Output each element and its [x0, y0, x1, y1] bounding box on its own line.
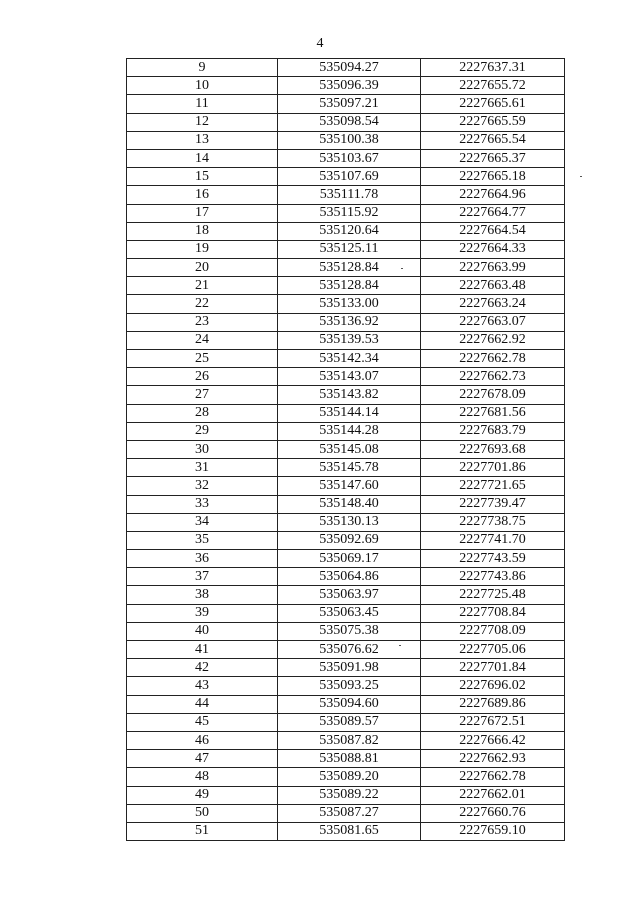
table-row [127, 259, 565, 277]
y-coordinate-cell: 2227741.70 [421, 531, 565, 549]
table-row [127, 513, 565, 531]
point-number-cell: 23 [127, 313, 278, 331]
x-coordinate-cell: 535063.45 [278, 604, 421, 622]
point-number-cell: 26 [127, 368, 278, 386]
x-coordinate-cell: 535107.69 [278, 168, 421, 186]
table-row [127, 786, 565, 804]
x-coordinate-cell: 535139.53 [278, 331, 421, 349]
y-coordinate-cell: 2227705.06 [421, 641, 565, 659]
table-row [127, 422, 565, 440]
table-row [127, 404, 565, 422]
table-row [127, 459, 565, 477]
y-coordinate-cell: 2227701.84 [421, 659, 565, 677]
y-coordinate-cell: 2227662.73 [421, 368, 565, 386]
x-coordinate-cell: 535111.78 [278, 186, 421, 204]
point-number-cell: 45 [127, 713, 278, 731]
table-row [127, 350, 565, 368]
point-number-cell: 38 [127, 586, 278, 604]
table-row [127, 59, 565, 77]
y-coordinate-cell: 2227708.09 [421, 622, 565, 640]
x-coordinate-cell: 535094.60 [278, 695, 421, 713]
y-coordinate-cell: 2227660.76 [421, 804, 565, 822]
point-number-cell: 25 [127, 350, 278, 368]
y-coordinate-cell: 2227663.99 [421, 259, 565, 277]
table-row [127, 531, 565, 549]
y-coordinate-cell: 2227664.77 [421, 204, 565, 222]
point-number-cell: 46 [127, 731, 278, 749]
x-coordinate-cell: 535081.65 [278, 822, 421, 840]
x-coordinate-cell: 535097.21 [278, 95, 421, 113]
y-coordinate-cell: 2227708.84 [421, 604, 565, 622]
x-coordinate-cell: 535087.82 [278, 731, 421, 749]
x-coordinate-cell: 535089.20 [278, 768, 421, 786]
point-number-cell: 37 [127, 568, 278, 586]
y-coordinate-cell: 2227664.96 [421, 186, 565, 204]
scan-speck [580, 176, 582, 177]
point-number-cell: 27 [127, 386, 278, 404]
x-coordinate-cell: 535089.57 [278, 713, 421, 731]
x-coordinate-cell: 535096.39 [278, 77, 421, 95]
table-row [127, 586, 565, 604]
y-coordinate-cell: 2227662.01 [421, 786, 565, 804]
y-coordinate-cell: 2227665.54 [421, 131, 565, 149]
x-coordinate-cell: 535147.60 [278, 477, 421, 495]
x-coordinate-cell: 535063.97 [278, 586, 421, 604]
x-coordinate-cell: 535142.34 [278, 350, 421, 368]
table-row [127, 113, 565, 131]
table-row [127, 550, 565, 568]
x-coordinate-cell: 535094.27 [278, 59, 421, 77]
x-coordinate-cell: 535069.17 [278, 550, 421, 568]
y-coordinate-cell: 2227725.48 [421, 586, 565, 604]
table-row [127, 313, 565, 331]
table-row [127, 277, 565, 295]
x-coordinate-cell: 535093.25 [278, 677, 421, 695]
x-coordinate-cell: 535148.40 [278, 495, 421, 513]
y-coordinate-cell: 2227743.86 [421, 568, 565, 586]
point-number-cell: 49 [127, 786, 278, 804]
x-coordinate-cell: 535143.82 [278, 386, 421, 404]
table-row [127, 768, 565, 786]
point-number-cell: 32 [127, 477, 278, 495]
point-number-cell: 11 [127, 95, 278, 113]
table-row [127, 604, 565, 622]
page-number: 4 [316, 36, 324, 51]
y-coordinate-cell: 2227662.92 [421, 331, 565, 349]
point-number-cell: 19 [127, 240, 278, 258]
point-number-cell: 21 [127, 277, 278, 295]
table-row [127, 695, 565, 713]
coordinates-table [126, 58, 565, 841]
x-coordinate-cell: 535087.27 [278, 804, 421, 822]
table-row [127, 131, 565, 149]
point-number-cell: 41 [127, 641, 278, 659]
x-coordinate-cell: 535130.13 [278, 513, 421, 531]
x-coordinate-cell: 535089.22 [278, 786, 421, 804]
point-number-cell: 40 [127, 622, 278, 640]
y-coordinate-cell: 2227743.59 [421, 550, 565, 568]
y-coordinate-cell: 2227672.51 [421, 713, 565, 731]
y-coordinate-cell: 2227663.48 [421, 277, 565, 295]
x-coordinate-cell: 535144.14 [278, 404, 421, 422]
y-coordinate-cell: 2227664.33 [421, 240, 565, 258]
x-coordinate-cell: 535076.62 [278, 641, 421, 659]
y-coordinate-cell: 2227666.42 [421, 731, 565, 749]
point-number-cell: 18 [127, 222, 278, 240]
x-coordinate-cell: 535144.28 [278, 422, 421, 440]
x-coordinate-cell: 535125.11 [278, 240, 421, 258]
x-coordinate-cell: 535103.67 [278, 149, 421, 167]
point-number-cell: 42 [127, 659, 278, 677]
scan-speck [399, 645, 401, 646]
point-number-cell: 10 [127, 77, 278, 95]
table-row [127, 331, 565, 349]
point-number-cell: 24 [127, 331, 278, 349]
point-number-cell: 17 [127, 204, 278, 222]
x-coordinate-cell: 535145.78 [278, 459, 421, 477]
table-row [127, 731, 565, 749]
table-row [127, 477, 565, 495]
point-number-cell: 29 [127, 422, 278, 440]
y-coordinate-cell: 2227738.75 [421, 513, 565, 531]
x-coordinate-cell: 535128.84 [278, 259, 421, 277]
point-number-cell: 44 [127, 695, 278, 713]
table-row [127, 168, 565, 186]
point-number-cell: 43 [127, 677, 278, 695]
table-row [127, 77, 565, 95]
point-number-cell: 47 [127, 750, 278, 768]
y-coordinate-cell: 2227662.93 [421, 750, 565, 768]
table-row [127, 659, 565, 677]
y-coordinate-cell: 2227689.86 [421, 695, 565, 713]
table-row [127, 240, 565, 258]
y-coordinate-cell: 2227693.68 [421, 440, 565, 458]
point-number-cell: 36 [127, 550, 278, 568]
table-row [127, 677, 565, 695]
table-row [127, 295, 565, 313]
point-number-cell: 15 [127, 168, 278, 186]
y-coordinate-cell: 2227637.31 [421, 59, 565, 77]
y-coordinate-cell: 2227665.61 [421, 95, 565, 113]
y-coordinate-cell: 2227696.02 [421, 677, 565, 695]
point-number-cell: 30 [127, 440, 278, 458]
x-coordinate-cell: 535120.64 [278, 222, 421, 240]
x-coordinate-cell: 535143.07 [278, 368, 421, 386]
y-coordinate-cell: 2227655.72 [421, 77, 565, 95]
point-number-cell: 35 [127, 531, 278, 549]
x-coordinate-cell: 535128.84 [278, 277, 421, 295]
table-row [127, 804, 565, 822]
y-coordinate-cell: 2227665.18 [421, 168, 565, 186]
y-coordinate-cell: 2227678.09 [421, 386, 565, 404]
table-row [127, 222, 565, 240]
table-row [127, 495, 565, 513]
y-coordinate-cell: 2227701.86 [421, 459, 565, 477]
table-row [127, 822, 565, 840]
point-number-cell: 34 [127, 513, 278, 531]
point-number-cell: 12 [127, 113, 278, 131]
x-coordinate-cell: 535092.69 [278, 531, 421, 549]
table-row [127, 95, 565, 113]
table-row [127, 641, 565, 659]
x-coordinate-cell: 535145.08 [278, 440, 421, 458]
table-row [127, 386, 565, 404]
table-row [127, 622, 565, 640]
table-row [127, 186, 565, 204]
table-row [127, 750, 565, 768]
point-number-cell: 13 [127, 131, 278, 149]
x-coordinate-cell: 535098.54 [278, 113, 421, 131]
y-coordinate-cell: 2227665.59 [421, 113, 565, 131]
point-number-cell: 16 [127, 186, 278, 204]
point-number-cell: 14 [127, 149, 278, 167]
y-coordinate-cell: 2227681.56 [421, 404, 565, 422]
y-coordinate-cell: 2227662.78 [421, 350, 565, 368]
y-coordinate-cell: 2227721.65 [421, 477, 565, 495]
x-coordinate-cell: 535115.92 [278, 204, 421, 222]
y-coordinate-cell: 2227739.47 [421, 495, 565, 513]
y-coordinate-cell: 2227683.79 [421, 422, 565, 440]
table-row [127, 149, 565, 167]
point-number-cell: 22 [127, 295, 278, 313]
x-coordinate-cell: 535133.00 [278, 295, 421, 313]
point-number-cell: 39 [127, 604, 278, 622]
x-coordinate-cell: 535100.38 [278, 131, 421, 149]
y-coordinate-cell: 2227665.37 [421, 149, 565, 167]
y-coordinate-cell: 2227664.54 [421, 222, 565, 240]
x-coordinate-cell: 535091.98 [278, 659, 421, 677]
point-number-cell: 28 [127, 404, 278, 422]
point-number-cell: 33 [127, 495, 278, 513]
point-number-cell: 50 [127, 804, 278, 822]
point-number-cell: 9 [127, 59, 278, 77]
table-row [127, 713, 565, 731]
table-row [127, 440, 565, 458]
y-coordinate-cell: 2227663.24 [421, 295, 565, 313]
x-coordinate-cell: 535088.81 [278, 750, 421, 768]
y-coordinate-cell: 2227663.07 [421, 313, 565, 331]
table-row [127, 368, 565, 386]
y-coordinate-cell: 2227662.78 [421, 768, 565, 786]
point-number-cell: 31 [127, 459, 278, 477]
table-row [127, 204, 565, 222]
point-number-cell: 48 [127, 768, 278, 786]
x-coordinate-cell: 535136.92 [278, 313, 421, 331]
x-coordinate-cell: 535064.86 [278, 568, 421, 586]
scan-speck [401, 268, 403, 269]
y-coordinate-cell: 2227659.10 [421, 822, 565, 840]
table-row [127, 568, 565, 586]
coordinates-table-body [127, 59, 565, 841]
x-coordinate-cell: 535075.38 [278, 622, 421, 640]
point-number-cell: 51 [127, 822, 278, 840]
point-number-cell: 20 [127, 259, 278, 277]
